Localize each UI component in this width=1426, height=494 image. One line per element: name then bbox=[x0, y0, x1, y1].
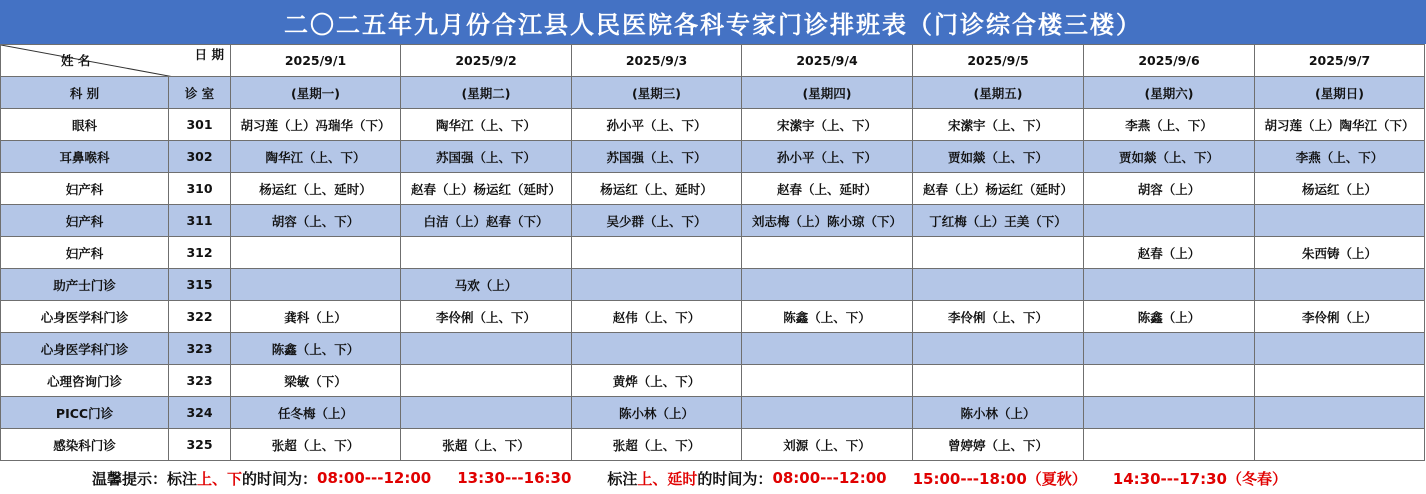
weekday-cell: (星期四) bbox=[742, 77, 913, 109]
schedule-cell: 朱西铸（上） bbox=[1255, 237, 1425, 269]
schedule-cell bbox=[742, 237, 913, 269]
room-cell: 302 bbox=[169, 141, 231, 173]
schedule-cell: 梁敏（下） bbox=[231, 365, 401, 397]
dept-cell: 心身医学科门诊 bbox=[1, 301, 169, 333]
schedule-cell: 赵春（上） bbox=[1084, 237, 1255, 269]
note-prefix: 温馨提示：标注 bbox=[92, 469, 198, 488]
schedule-cell: 苏国强（上、下） bbox=[572, 141, 742, 173]
room-cell: 315 bbox=[169, 269, 231, 301]
note-time-5: 14:30---17:30（冬春） bbox=[1112, 469, 1287, 488]
note-shift-b: 上、延时 bbox=[637, 469, 698, 488]
name-label: 姓 名 bbox=[61, 53, 91, 68]
weekday-cell: (星期二) bbox=[401, 77, 572, 109]
room-cell: 323 bbox=[169, 333, 231, 365]
schedule-cell: 曾婷婷（上、下） bbox=[913, 429, 1084, 461]
schedule-cell bbox=[1255, 205, 1425, 237]
schedule-cell: 贾如燚（上、下） bbox=[1084, 141, 1255, 173]
table-row bbox=[1, 141, 1425, 173]
schedule-cell bbox=[1255, 333, 1425, 365]
table-row bbox=[1, 109, 1425, 141]
dept-cell: 妇产科 bbox=[1, 173, 169, 205]
schedule-cell: 陈鑫（上、下） bbox=[231, 333, 401, 365]
table-row bbox=[1, 429, 1425, 461]
header-row-dates bbox=[1, 45, 1425, 77]
schedule-cell bbox=[401, 397, 572, 429]
dept-cell: 妇产科 bbox=[1, 205, 169, 237]
date-cell: 2025/9/5 bbox=[913, 45, 1084, 77]
date-cell: 2025/9/3 bbox=[572, 45, 742, 77]
date-cell: 2025/9/1 bbox=[231, 45, 401, 77]
schedule-cell: 宋潆宇（上、下） bbox=[913, 109, 1084, 141]
schedule-cell: 陈鑫（上、下） bbox=[742, 301, 913, 333]
schedule-cell bbox=[231, 237, 401, 269]
table-row bbox=[1, 397, 1425, 429]
header-row-weekdays bbox=[1, 77, 1425, 109]
note-time-2: 13:30---16:30 bbox=[457, 469, 572, 487]
schedule-cell: 吴少群（上、下） bbox=[572, 205, 742, 237]
room-cell: 325 bbox=[169, 429, 231, 461]
schedule-cell bbox=[572, 269, 742, 301]
header-diagonal-cell bbox=[1, 45, 231, 77]
table-row bbox=[1, 301, 1425, 333]
schedule-cell: 李伶俐（上、下） bbox=[913, 301, 1084, 333]
schedule-cell bbox=[913, 237, 1084, 269]
date-cell: 2025/9/6 bbox=[1084, 45, 1255, 77]
schedule-cell bbox=[1084, 333, 1255, 365]
schedule-cell bbox=[1255, 269, 1425, 301]
schedule-cell bbox=[401, 365, 572, 397]
schedule-cell bbox=[913, 269, 1084, 301]
note-time-1: 08:00---12:00 bbox=[317, 469, 432, 487]
schedule-cell bbox=[231, 269, 401, 301]
footer-note bbox=[0, 462, 1426, 494]
schedule-cell: 陶华江（上、下） bbox=[401, 109, 572, 141]
schedule-cell: 李伶俐（上、下） bbox=[401, 301, 572, 333]
schedule-cell: 赵春（上）杨运红（延时） bbox=[913, 173, 1084, 205]
schedule-cell bbox=[1084, 269, 1255, 301]
dept-cell: 耳鼻喉科 bbox=[1, 141, 169, 173]
schedule-cell: 丁红梅（上）王美（下） bbox=[913, 205, 1084, 237]
schedule-cell: 李燕（上、下） bbox=[1084, 109, 1255, 141]
schedule-cell bbox=[1084, 205, 1255, 237]
schedule-cell: 胡容（上） bbox=[1084, 173, 1255, 205]
schedule-cell: 陈小林（上） bbox=[572, 397, 742, 429]
schedule-cell bbox=[1255, 429, 1425, 461]
schedule-cell bbox=[742, 333, 913, 365]
schedule-cell: 杨运红（上） bbox=[1255, 173, 1425, 205]
page-title: 二〇二五年九月份合江县人民医院各科专家门诊排班表（门诊综合楼三楼） bbox=[0, 0, 1426, 44]
schedule-cell bbox=[572, 237, 742, 269]
table-row bbox=[1, 205, 1425, 237]
schedule-cell: 赵春（上）杨运红（延时） bbox=[401, 173, 572, 205]
date-cell: 2025/9/2 bbox=[401, 45, 572, 77]
schedule-cell: 宋潆宇（上、下） bbox=[742, 109, 913, 141]
note-time-label-b: 的时间为： bbox=[697, 469, 773, 488]
room-cell: 310 bbox=[169, 173, 231, 205]
room-cell: 323 bbox=[169, 365, 231, 397]
schedule-cell bbox=[1255, 397, 1425, 429]
dept-cell: 眼科 bbox=[1, 109, 169, 141]
dept-cell: 妇产科 bbox=[1, 237, 169, 269]
note-time-label-a: 的时间为： bbox=[242, 469, 318, 488]
schedule-cell: 杨运红（上、延时） bbox=[572, 173, 742, 205]
dept-cell: 感染科门诊 bbox=[1, 429, 169, 461]
schedule-cell: 孙小平（上、下） bbox=[742, 141, 913, 173]
schedule-cell: 孙小平（上、下） bbox=[572, 109, 742, 141]
schedule-cell bbox=[1255, 365, 1425, 397]
note-time-4: 15:00---18:00（夏秋） bbox=[912, 469, 1087, 488]
dept-cell: PICC门诊 bbox=[1, 397, 169, 429]
note-time-3: 08:00---12:00 bbox=[772, 469, 887, 487]
schedule-cell: 贾如燚（上、下） bbox=[913, 141, 1084, 173]
schedule-cell: 杨运红（上、延时） bbox=[231, 173, 401, 205]
schedule-cell: 苏国强（上、下） bbox=[401, 141, 572, 173]
schedule-cell: 陈鑫（上） bbox=[1084, 301, 1255, 333]
schedule-cell: 龚科（上） bbox=[231, 301, 401, 333]
table-row bbox=[1, 365, 1425, 397]
schedule-cell: 任冬梅（上） bbox=[231, 397, 401, 429]
schedule-cell bbox=[742, 365, 913, 397]
schedule-cell bbox=[742, 397, 913, 429]
room-cell: 312 bbox=[169, 237, 231, 269]
weekday-cell: (星期六) bbox=[1084, 77, 1255, 109]
schedule-cell: 胡容（上、下） bbox=[231, 205, 401, 237]
schedule-cell: 白洁（上）赵春（下） bbox=[401, 205, 572, 237]
schedule-cell: 张超（上、下） bbox=[401, 429, 572, 461]
table-row bbox=[1, 269, 1425, 301]
room-cell: 301 bbox=[169, 109, 231, 141]
schedule-cell: 陶华江（上、下） bbox=[231, 141, 401, 173]
schedule-cell bbox=[401, 333, 572, 365]
weekday-cell: (星期五) bbox=[913, 77, 1084, 109]
schedule-cell: 李燕（上、下） bbox=[1255, 141, 1425, 173]
dept-cell: 心理咨询门诊 bbox=[1, 365, 169, 397]
date-cell: 2025/9/7 bbox=[1255, 45, 1425, 77]
table-row bbox=[1, 237, 1425, 269]
room-header: 诊 室 bbox=[169, 77, 231, 109]
schedule-table bbox=[0, 44, 1425, 461]
room-cell: 324 bbox=[169, 397, 231, 429]
date-cell: 2025/9/4 bbox=[742, 45, 913, 77]
dept-cell: 助产士门诊 bbox=[1, 269, 169, 301]
schedule-cell: 刘志梅（上）陈小琼（下） bbox=[742, 205, 913, 237]
dept-header: 科 别 bbox=[1, 77, 169, 109]
schedule-cell bbox=[913, 333, 1084, 365]
schedule-cell: 黄烨（上、下） bbox=[572, 365, 742, 397]
date-label: 日 期 bbox=[194, 47, 224, 62]
schedule-cell: 张超（上、下） bbox=[572, 429, 742, 461]
table-row bbox=[1, 173, 1425, 205]
schedule-cell bbox=[572, 333, 742, 365]
schedule-cell bbox=[1084, 365, 1255, 397]
room-cell: 322 bbox=[169, 301, 231, 333]
schedule-cell: 陈小林（上） bbox=[913, 397, 1084, 429]
schedule-cell: 赵伟（上、下） bbox=[572, 301, 742, 333]
schedule-cell: 胡习莲（上）冯瑞华（下） bbox=[231, 109, 401, 141]
schedule-cell: 胡习莲（上）陶华江（下） bbox=[1255, 109, 1425, 141]
schedule-cell: 刘源（上、下） bbox=[742, 429, 913, 461]
dept-cell: 心身医学科门诊 bbox=[1, 333, 169, 365]
table-row bbox=[1, 333, 1425, 365]
room-cell: 311 bbox=[169, 205, 231, 237]
weekday-cell: (星期三) bbox=[572, 77, 742, 109]
weekday-cell: (星期一) bbox=[231, 77, 401, 109]
schedule-cell: 赵春（上、延时） bbox=[742, 173, 913, 205]
note-shift-a: 上、下 bbox=[197, 469, 243, 488]
schedule-cell: 马欢（上） bbox=[401, 269, 572, 301]
schedule-cell bbox=[1084, 397, 1255, 429]
schedule-cell bbox=[742, 269, 913, 301]
weekday-cell: (星期日) bbox=[1255, 77, 1425, 109]
schedule-cell bbox=[401, 237, 572, 269]
schedule-cell: 李伶俐（上） bbox=[1255, 301, 1425, 333]
schedule-cell bbox=[913, 365, 1084, 397]
schedule-cell bbox=[1084, 429, 1255, 461]
note-mark-b: 标注 bbox=[607, 469, 638, 488]
schedule-cell: 张超（上、下） bbox=[231, 429, 401, 461]
